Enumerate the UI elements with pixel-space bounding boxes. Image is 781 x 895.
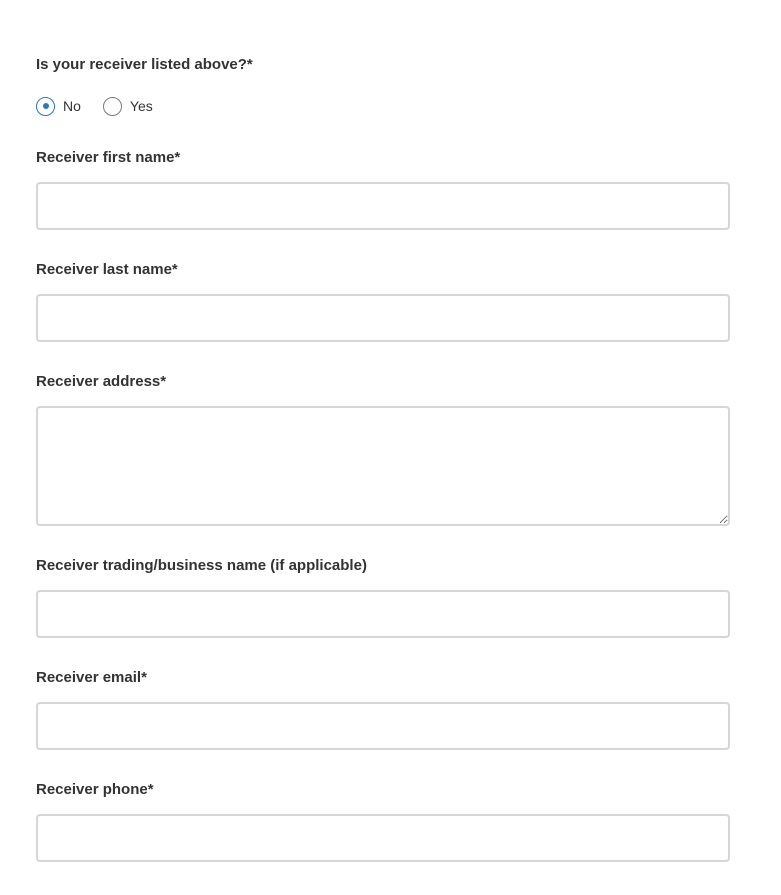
radio-label-no: No — [63, 98, 81, 114]
radio-label-yes: Yes — [129, 98, 153, 114]
first-name-label: Receiver first name* — [36, 149, 181, 166]
business-name-input[interactable] — [36, 590, 730, 638]
last-name-input[interactable] — [36, 294, 730, 342]
radio-button-no[interactable] — [36, 97, 55, 116]
receiver-listed-radio-group — [36, 95, 153, 117]
business-name-label: Receiver trading/business name (if applicable) — [36, 557, 367, 574]
radio-button-yes[interactable] — [103, 97, 122, 116]
address-textarea[interactable] — [36, 406, 730, 526]
address-label: Receiver address* — [36, 373, 167, 390]
email-label: Receiver email* — [36, 669, 147, 686]
first-name-input[interactable] — [36, 182, 730, 230]
phone-label: Receiver phone* — [36, 781, 154, 798]
last-name-label: Receiver last name* — [36, 261, 178, 278]
radio-option-no[interactable] — [36, 97, 81, 116]
phone-input[interactable] — [36, 814, 730, 862]
receiver-listed-question: Is your receiver listed above?* — [36, 56, 253, 73]
radio-option-yes[interactable] — [103, 97, 153, 116]
email-input[interactable] — [36, 702, 730, 750]
